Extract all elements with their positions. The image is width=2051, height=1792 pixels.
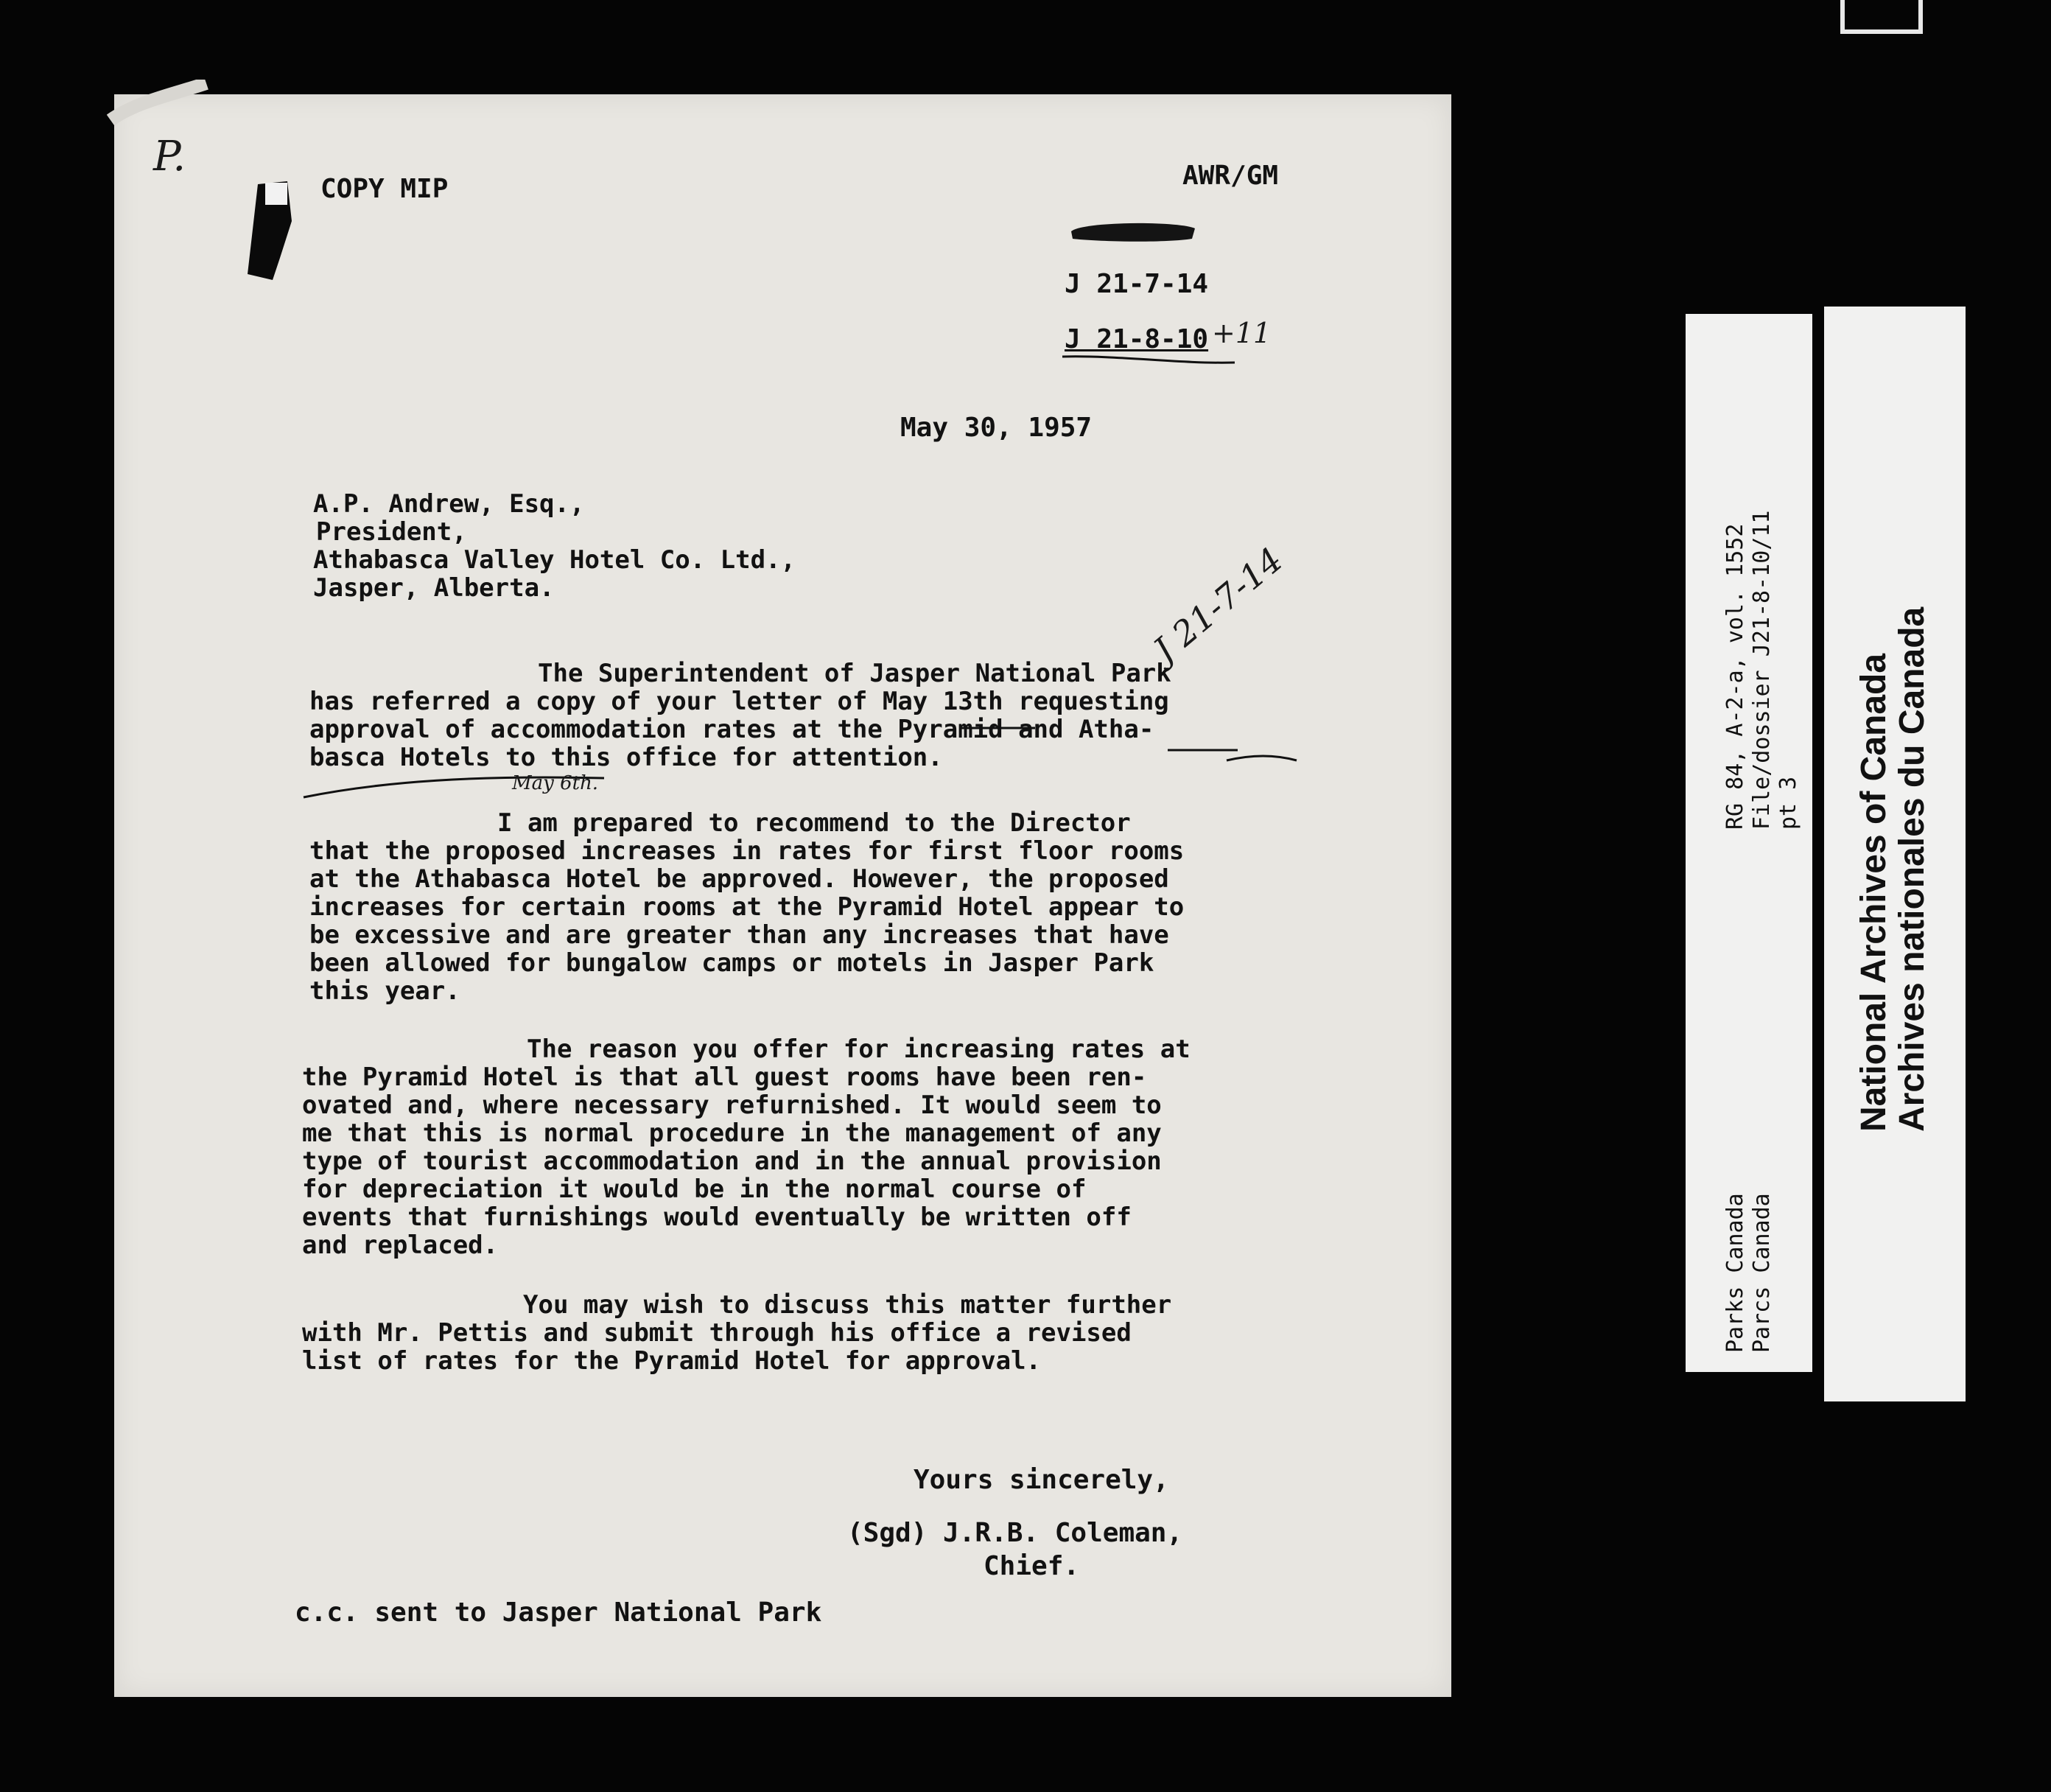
- handwritten-file-reference: J 21-7-14: [1146, 539, 1291, 670]
- paragraph-4-line: with Mr. Pettis and submit through his office a revised: [302, 1318, 1132, 1348]
- recipient-address: [313, 490, 796, 602]
- paragraph-3-line: and replaced.: [302, 1231, 499, 1260]
- paragraph-4-line: You may wish to discuss this matter further: [523, 1290, 1172, 1320]
- archive-reference-line: pt 3: [1775, 776, 1801, 830]
- paragraph-1-line: approval of accommodation rates at the Pyramid and Atha-: [309, 715, 1154, 744]
- typist-initials: AWR/GM: [1182, 161, 1279, 191]
- paragraph-3-line: type of tourist accommodation and in the annual provision: [302, 1147, 1162, 1176]
- paragraph-2-line: at the Athabasca Hotel be approved. However, the proposed: [309, 864, 1169, 894]
- carbon-copy-note: c.c. sent to Jasper National Park: [295, 1597, 822, 1628]
- recipient-location: Jasper, Alberta.: [313, 573, 555, 603]
- paragraph-2-line: been allowed for bungalow camps or motels in Jasper Park: [309, 948, 1154, 978]
- handwritten-strikeouts: [295, 707, 1311, 811]
- film-frame-marker: [1840, 0, 1923, 34]
- letter-date: May 30, 1957: [900, 413, 1093, 443]
- archive-stamp-line: National Archives of Canada: [1854, 653, 1893, 1132]
- paragraph-2-line: this year.: [309, 976, 460, 1006]
- punch-hole-mark: [243, 177, 293, 286]
- signatory-title: Chief.: [984, 1551, 1080, 1581]
- archive-reference-line: File/dossier J21-8-10/11: [1749, 510, 1775, 830]
- closing: Yours sincerely,: [914, 1465, 1169, 1495]
- archive-agency-line: Parks Canada: [1722, 1193, 1748, 1353]
- redacted-reference: [1068, 220, 1197, 243]
- file-reference-1: J 21-7-14: [1065, 269, 1209, 299]
- archive-reference-label: [1686, 314, 1812, 1372]
- paragraph-2-line: increases for certain rooms at the Pyramid Hotel appear to: [309, 892, 1185, 922]
- paper-edge-curl: [107, 80, 210, 139]
- recipient-company: Athabasca Valley Hotel Co. Ltd.,: [313, 545, 796, 575]
- paragraph-3-line: The reason you offer for increasing rates at: [527, 1035, 1191, 1064]
- paragraph-4: [302, 1291, 1171, 1375]
- paragraph-3-line: events that furnishings would eventually be written off: [302, 1203, 1132, 1232]
- paragraph-1-line: basca Hotels to this office for attention.: [309, 743, 943, 772]
- archive-stamp-line: Archives nationales du Canada: [1893, 606, 1932, 1132]
- archive-stamp-text: [1855, 607, 1932, 1132]
- recipient-title: President,: [316, 517, 467, 547]
- paragraph-1-line: The Superintendent of Jasper National Park: [538, 659, 1171, 688]
- paragraph-1-line: has referred a copy of your letter of May 13th requesting: [309, 687, 1169, 716]
- paragraph-3: [302, 1035, 1191, 1259]
- file-reference-underline: [1061, 352, 1238, 367]
- archive-agency: [1722, 1193, 1775, 1353]
- paragraph-2: [309, 809, 1184, 1005]
- copy-mark: COPY MIP: [320, 174, 449, 204]
- archive-agency-line: Parcs Canada: [1749, 1193, 1775, 1353]
- paragraph-2-line: I am prepared to recommend to the Director: [497, 808, 1131, 838]
- recipient-name: A.P. Andrew, Esq.,: [313, 489, 585, 519]
- signature: (Sgd) J.R.B. Coleman,: [847, 1518, 1183, 1548]
- paragraph-2-line: be excessive and are greater than any increases that have: [309, 920, 1169, 950]
- archive-reference-line: RG 84, A-2-a, vol. 1552: [1722, 523, 1748, 830]
- paragraph-4-line: list of rates for the Pyramid Hotel for approval.: [302, 1346, 1042, 1376]
- paragraph-3-line: me that this is normal procedure in the management of any: [302, 1119, 1162, 1148]
- archive-stamp-label: [1824, 307, 1966, 1401]
- margin-note: P.: [153, 133, 186, 181]
- paragraph-2-line: that the proposed increases in rates for first floor rooms: [309, 836, 1185, 866]
- paragraph-3-line: the Pyramid Hotel is that all guest rooms have been ren-: [302, 1063, 1147, 1092]
- paragraph-3-line: ovated and, where necessary refurnished. It would seem to: [302, 1091, 1162, 1120]
- archive-reference: [1722, 511, 1802, 830]
- handwritten-correction: May 6th.: [512, 772, 599, 794]
- paragraph-3-line: for depreciation it would be in the normal course of: [302, 1175, 1087, 1204]
- file-reference-handwritten: +11: [1212, 317, 1272, 349]
- file-reference-2: J 21-8-10: [1065, 324, 1209, 354]
